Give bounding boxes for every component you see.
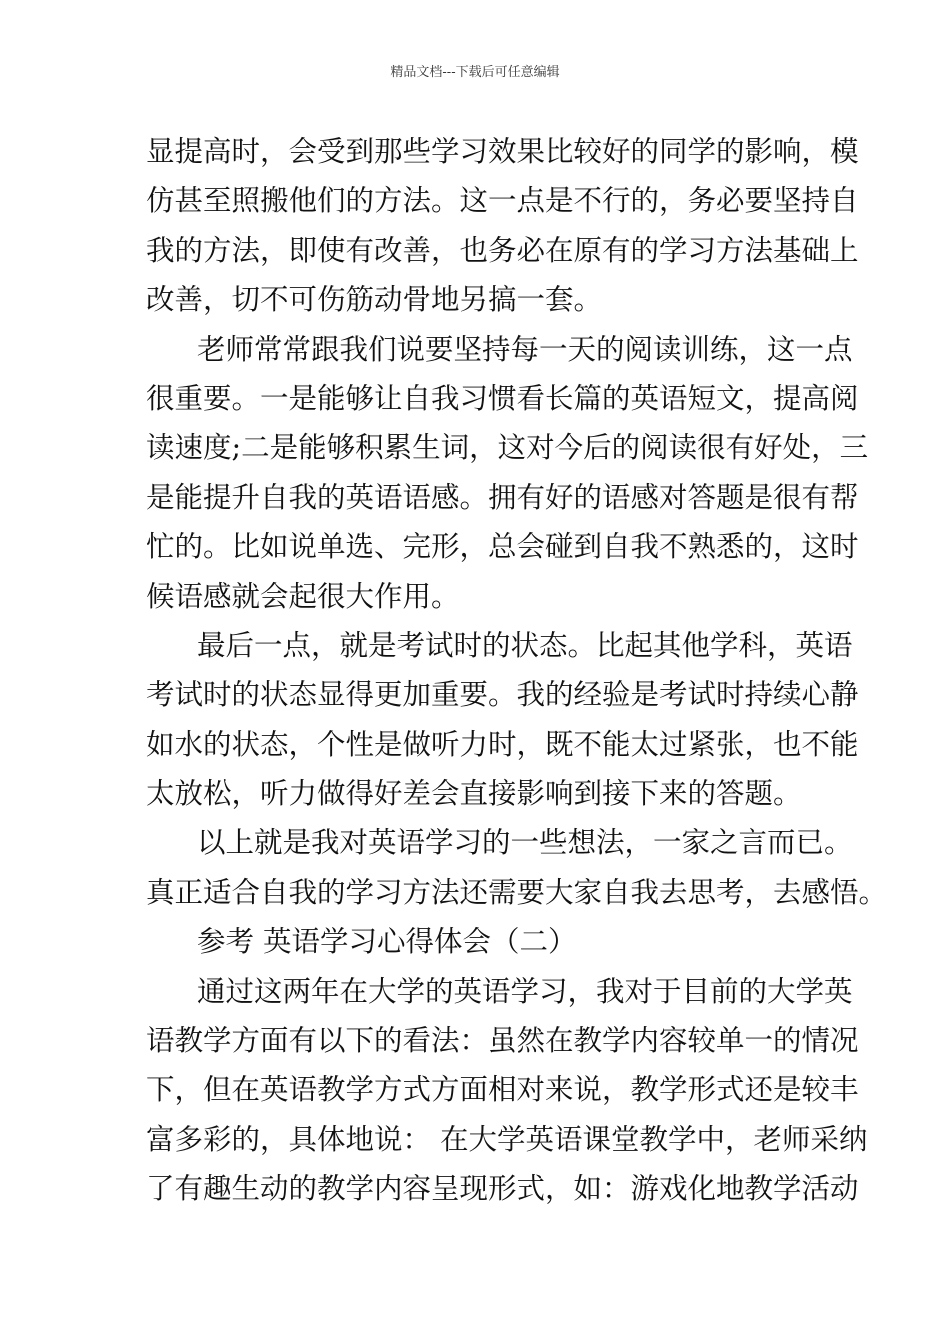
text-line: 忙的。比如说单选、完形，总会碰到自我不熟悉的，这时 [146, 530, 859, 564]
text-line: 候语感就会起很大作用。 [146, 579, 460, 613]
text-line: 考试时的状态显得更加重要。我的经验是考试时持续心静 [146, 678, 859, 712]
paragraph-start-line: 以上就是我对英语学习的一些想法，一家之言而已。 [197, 826, 853, 860]
text-line: 富多彩的，具体地说： 在大学英语课堂教学中，老师采纳 [146, 1122, 868, 1156]
text-line: 我的方法，即使有改善，也务必在原有的学习方法基础上 [146, 233, 859, 267]
section-heading: 参考 英语学习心得体会（二） [197, 925, 577, 959]
text-line: 下，但在英语教学方式方面相对来说，教学形式还是较丰 [146, 1073, 859, 1107]
text-line: 显提高时，会受到那些学习效果比较好的同学的影响，模 [146, 135, 859, 168]
paragraph-start-line: 通过这两年在大学的英语学习，我对于目前的大学英 [197, 974, 853, 1008]
text-line: 语教学方面有以下的看法：虽然在教学内容较单一的情况 [146, 1024, 859, 1058]
text-line: 是能提升自我的英语语感。拥有好的语感对答题是很有帮 [146, 480, 859, 514]
text-line: 真正适合自我的学习方法还需要大家自我去思考，去感悟。 [146, 875, 888, 909]
text-line: 如水的状态，个性是做听力时，既不能太过紧张，也不能 [146, 727, 859, 761]
paragraph-start-line: 最后一点，就是考试时的状态。比起其他学科，英语 [197, 628, 853, 662]
paragraph-start-line: 老师常常跟我们说要坚持每一天的阅读训练，这一点 [197, 332, 853, 366]
document-body [146, 127, 888, 1214]
text-line: 太放松，听力做得好差会直接影响到接下来的答题。 [146, 777, 802, 811]
text-line: 了有趣生动的教学内容呈现形式，如：游戏化地教学活动 [146, 1172, 859, 1206]
text-line: 很重要。一是能够让自我习惯看长篇的英语短文，提高阅 [146, 381, 859, 415]
text-line: 仿甚至照搬他们的方法。这一点是不行的，务必要坚持自 [146, 184, 859, 218]
text-line: 读速度;二是能够积累生词，这对今后的阅读很有好处，三 [146, 431, 869, 465]
text-line: 改善，切不可伤筋动骨地另搞一套。 [146, 283, 603, 317]
page-header: 精品文档---下载后可任意编辑 [390, 65, 560, 80]
